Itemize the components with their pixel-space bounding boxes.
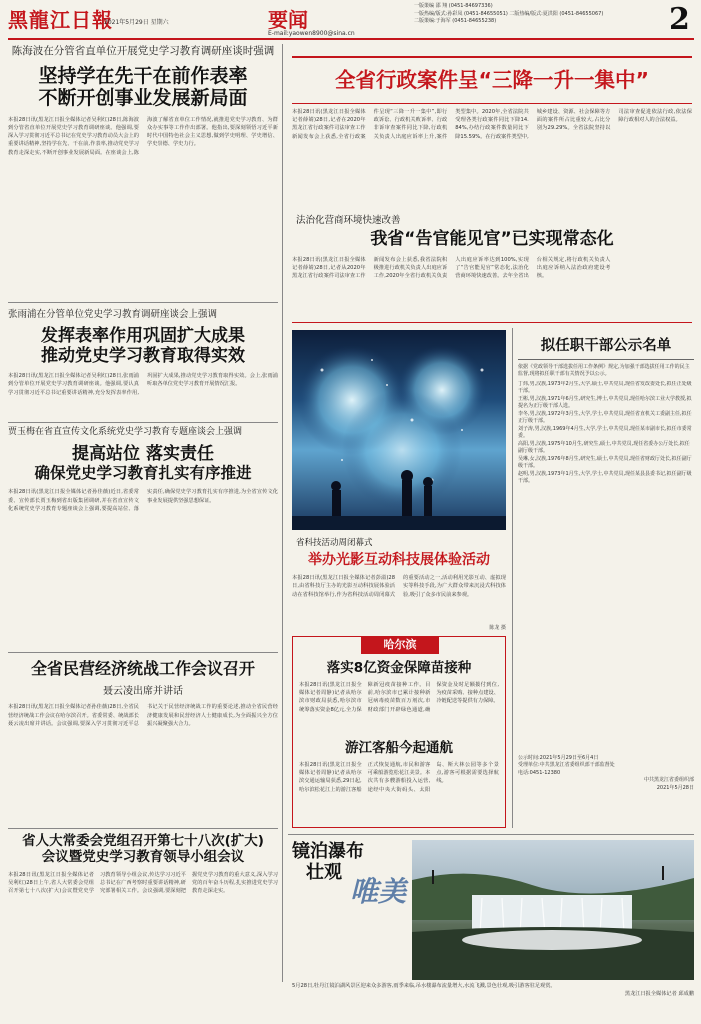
- article-kicker: 陈海波在分管省直单位开展党史学习教育调研座谈时强调: [11, 45, 275, 57]
- article-body: 本报28日讯(黑龙江日报全媒体记者孙佳薇)28日,全省民营经济统战工作会议在哈尔滨召开。省委常委、统战部长聂云凌出席并讲话。会议强调,要深入学习贯彻习近平总书记关于民营经济统战工作的重要论述,推动全省民营经济健康发展和民营经济人士健康成长,为全面振兴全方位振兴凝聚强大合力。: [8, 704, 278, 727]
- article-title: 游江客船今起通航: [345, 740, 453, 756]
- lead-article-body: 本报28日讯(黑龙江日报全媒体记者薛婧)28日,记者在2020年黑龙江省行政案件司法审查工作新闻发布会上获悉,全省行政案件呈现“三降一升一集中”,即行政诉讼、行政机关败诉率、行政非诉审查案件同比下降,行政机关负责人出庭应诉率上升,案件类型集中。2020年,全省法院共受理各类行政案件同比下降14.84%,办结行政案件数量同比下降15.59%。在行政案件类型中,城乡建设、资源、社会保障等方面的案件所占比重较大,占比分别为29.29%。全省法院坚持以司法审查促进依法行政,依法保障行政相对人的合法权益。: [292, 109, 692, 140]
- waterfall-photo: [412, 840, 694, 980]
- article-united-front: [8, 660, 278, 805]
- section-email: E-mail:yaowen8900@sina.cn: [268, 30, 355, 37]
- notice-people-list: [518, 381, 694, 751]
- article-npc-standing: [8, 834, 278, 1013]
- notice-person: 赵明,男,汉族,1973年1月生,大学,学士,中共党员,现任某县县委书记,拟任副厅级干部。: [518, 470, 692, 485]
- light-show-graphic: [292, 330, 506, 530]
- article-jia-yumei: [8, 426, 278, 598]
- column-divider: [282, 44, 283, 982]
- article-divider: [8, 422, 278, 423]
- notice-office: 受理单位:中共黑龙江省委组织部干部监督处: [518, 762, 615, 769]
- notice-person: 刘子涛,男,汉族,1969年4月生,大学,学士,中共党员,现任某市副市长,拟任市委常委。: [518, 425, 692, 440]
- article-title: 提高站位 落实责任: [72, 444, 214, 464]
- newspaper-logo: 黑龍江日報: [8, 8, 113, 32]
- section-divider: [292, 322, 692, 323]
- waterfall-title: 壮观: [306, 861, 342, 883]
- article-title: 落实8亿资金保障苗接种: [326, 660, 472, 676]
- article-kicker: 贾玉梅在省直宣传文化系统党史学习教育专题座谈会上强调: [8, 427, 243, 437]
- article-divider: [8, 652, 278, 653]
- article-divider: [8, 828, 278, 829]
- notice-person: 吴琳,女,汉族,1976年8月生,研究生,硕士,中共党员,现任省财政厅处长,拟任副厅级干部。: [518, 455, 692, 470]
- issue-date: 2021年5月29日 星期六: [104, 19, 169, 26]
- notice-person: 王彬,男,汉族,1971年6月生,研究生,博士,中共党员,现任哈尔滨工业大学教授,拟提名为正厅级干部人选。: [518, 395, 692, 410]
- article-kicker: 法治化营商环境快速改善: [296, 215, 401, 226]
- editor-contacts: [414, 3, 644, 26]
- article-body: 本报28日讯(黑龙江日报全媒体记者彭溢)28日,由省科技厅主办的光影互动科技展体验活动在省科技馆举行,作为省科技活动周闭幕式的重要活动之一,活动利用光影互动、虚拟现实等科技手段,为广大群众带来沉浸式科技体验,吸引了众多市民前来参观。: [292, 575, 506, 598]
- article-title: 不断开创事业发展新局面: [38, 86, 248, 109]
- cadre-notice: [518, 334, 694, 792]
- article-divider: [8, 302, 278, 303]
- harbin-news-box: [292, 636, 506, 828]
- article-rule-of-law: [292, 212, 692, 328]
- article-body: 本报28日讯(黑龙江日报全媒体记者周静)记者从哈尔滨交通运输局获悉,29日起,哈尔滨松花江上的游江客船正式恢复通航,市民和游客可乘船游览松花江美景。本次共有多艘游船投入运营,途经中央大街码头、太阳岛、斯大林公园等多个景点,游客可根据需要选择航线。: [299, 762, 499, 793]
- article-body: 本报28日讯(黑龙江日报全媒体记者吴利红)28日,张雨浦到分管单位开展党史学习教育调研座谈。他强调,要认真学习贯彻习近平总书记重要讲话精神,充分发挥表率作用,巩固扩大成果,推动党史学习教育取得实效。会上,张雨浦听取各单位党史学习教育开展情况汇报。: [8, 373, 278, 396]
- article-subtitle: 聂云凌出席并讲话: [103, 686, 183, 698]
- notice-person: 高阳,男,汉族,1975年10月生,研究生,硕士,中共党员,现任省委办公厅处长,拟任副厅级干部。: [518, 440, 690, 455]
- notice-phone: 电话:0451-12380: [518, 769, 561, 776]
- notice-date: 2021年5月28日: [656, 784, 694, 791]
- article-title: 坚持学在先干在前作表率: [38, 65, 248, 87]
- page-number: 2: [669, 2, 690, 37]
- article-title: 会议暨党史学习教育领导小组会议: [41, 848, 245, 865]
- article-title: 发挥表率作用巩固扩大成果: [41, 326, 245, 346]
- harbin-tag: 哈尔滨: [361, 636, 439, 654]
- article-title: 举办光影互动科技展体验活动: [308, 552, 490, 568]
- article-title: 我省“告官能见官”已实现常态化: [370, 229, 614, 249]
- notice-title: 拟任职干部公示名单: [518, 334, 694, 360]
- article-kicker: 张雨浦在分管单位党史学习教育调研座谈会上强调: [8, 309, 218, 320]
- editor-contact-line: 一版热编/版式:孙彩凤 (0451-84655051) 二版热编/版式:夏洪阳 (0451-84655067): [414, 10, 604, 17]
- notice-period: 公示时间:2021年5月29日至6月4日: [518, 754, 599, 761]
- waterfall-credit: 黑龙江日报全媒体记者 邱成鹏: [624, 991, 694, 997]
- notice-intro: 依据《党政领导干部选拔任用工作条例》规定,为加强干部选拔任用工作的民主监督,现将拟任职干部有关情况予以公示。: [518, 363, 690, 378]
- article-light-show: [292, 536, 506, 631]
- article-title: 省人大常委会党组召开第七十八次(扩大): [22, 833, 264, 849]
- article-title: 确保党史学习教育扎实有序推进: [34, 463, 252, 482]
- notice-issuer: 中共黑龙江省委组织部: [643, 777, 694, 784]
- light-show-photo: [292, 330, 506, 530]
- article-title: 全省民营经济统战工作会议召开: [30, 659, 255, 678]
- lead-headline: 全省行政案件呈“三降一升一集中”: [335, 68, 649, 92]
- article-body: 本报28日讯(黑龙江日报全媒体记者周静)记者从哈尔滨市财政局获悉,哈尔滨市统筹落实资金8亿元,全力保障新冠疫苗接种工作。目前,哈尔滨市已累计接种新冠病毒疫苗数百万剂次,市财政部门开辟绿色通道,确保资金及时足额拨付到位,为疫苗采购、接种点建设、冷链配送等提供有力保障。: [299, 682, 499, 713]
- notice-person: 李冬,男,汉族,1972年3月生,大学,学士,中共党员,现任省直机关工委副主任,拟任正厅级干部。: [518, 410, 692, 425]
- lead-headline-box: [292, 56, 692, 104]
- section-divider: [288, 834, 694, 835]
- masthead-rule: [8, 38, 694, 40]
- article-title: 推动党史学习教育取得实效: [41, 345, 245, 366]
- waterfall-calligraphy: 唯美: [350, 875, 407, 908]
- article-body: 本报28日讯(黑龙江日报全媒体记者吴利红)28日上午,省人大常委会党组召开第七十八次(扩大)会议暨党史学习教育领导小组会议,传达学习习近平总书记在广西考察时重要讲话精神,研究部署相关工作。会议强调,要深刻把握党史学习教育的重大意义,深入学习党的百年奋斗历程,扎实推进党史学习教育走深走实。: [8, 872, 278, 895]
- waterfall-caption-block: [292, 982, 694, 998]
- section-title: 要闻: [268, 8, 308, 32]
- article-body: 本报28日讯(黑龙江日报全媒体记者孙佳薇)近日,省委常委、宣传部长贾玉梅到省出版集团调研,并在省直宣传文化系统党史学习教育专题座谈会上强调,要提高站位、落实责任,确保党史学习教育扎实有序推进,为全省宣传文化事业发展提供坚强思想保证。: [8, 489, 278, 512]
- editor-contact-line: 二版策编:于海军 (0451-84655238): [414, 18, 497, 24]
- waterfall-caption: 5月28日,牡丹江镜泊湖风景区迎来众多游客,雨季来临,吊水楼瀑布流量增大,水流飞溅,景色壮观,吸引游客驻足观赏。: [292, 983, 556, 989]
- editor-contact-line: 一版策编 邵 翔 (0451-84697336): [414, 3, 493, 9]
- notice-footer: [518, 755, 694, 793]
- photo-credit: 陈龙 摄: [489, 625, 506, 632]
- article-kicker: 省科技活动周闭幕式: [296, 538, 373, 548]
- article-chen-haibo: [8, 44, 278, 266]
- article-body: 本报28日讯(黑龙江日报全媒体记者薛婧)28日,记者从2020年黑龙江省行政案件司法审查工作新闻发布会上获悉,我省法院积极推进行政机关负责人出庭应诉工作,2020年全省行政机关负责人出庭应诉率达到100%,实现了“告官能见官”常态化,法治化营商环境快速改善。去年全省出台相关规定,将行政机关负责人出庭应诉纳入法治政府建设考核。: [292, 256, 611, 279]
- waterfall-title: 镜泊瀑布: [292, 841, 364, 862]
- article-body: 本报28日讯(黑龙江日报全媒体记者吴利红)28日,陈海波到分管省直单位开展党史学习教育调研座谈。他强调,要深入学习贯彻习近平总书记在党史学习教育动员大会上的重要讲话精神,坚持学在先、干在前,作表率,推动党史学习教育走深走实,不断开创事业发展新局面。在座谈会上,陈海波了解省直单位工作情况,就推进党史学习教育、为群众办实事等工作作出部署。他指出,要深刻领悟习近平新时代中国特色社会主义思想,做到学史明理、学史增信、学史崇德、学史力行。: [8, 116, 278, 156]
- notice-person: 丁炜,男,汉族,1973年2月生,大学,硕士,中共党员,现任省发改委处长,拟任正处级干部。: [518, 380, 692, 395]
- waterfall-graphic: [412, 840, 694, 980]
- column-divider: [512, 328, 513, 828]
